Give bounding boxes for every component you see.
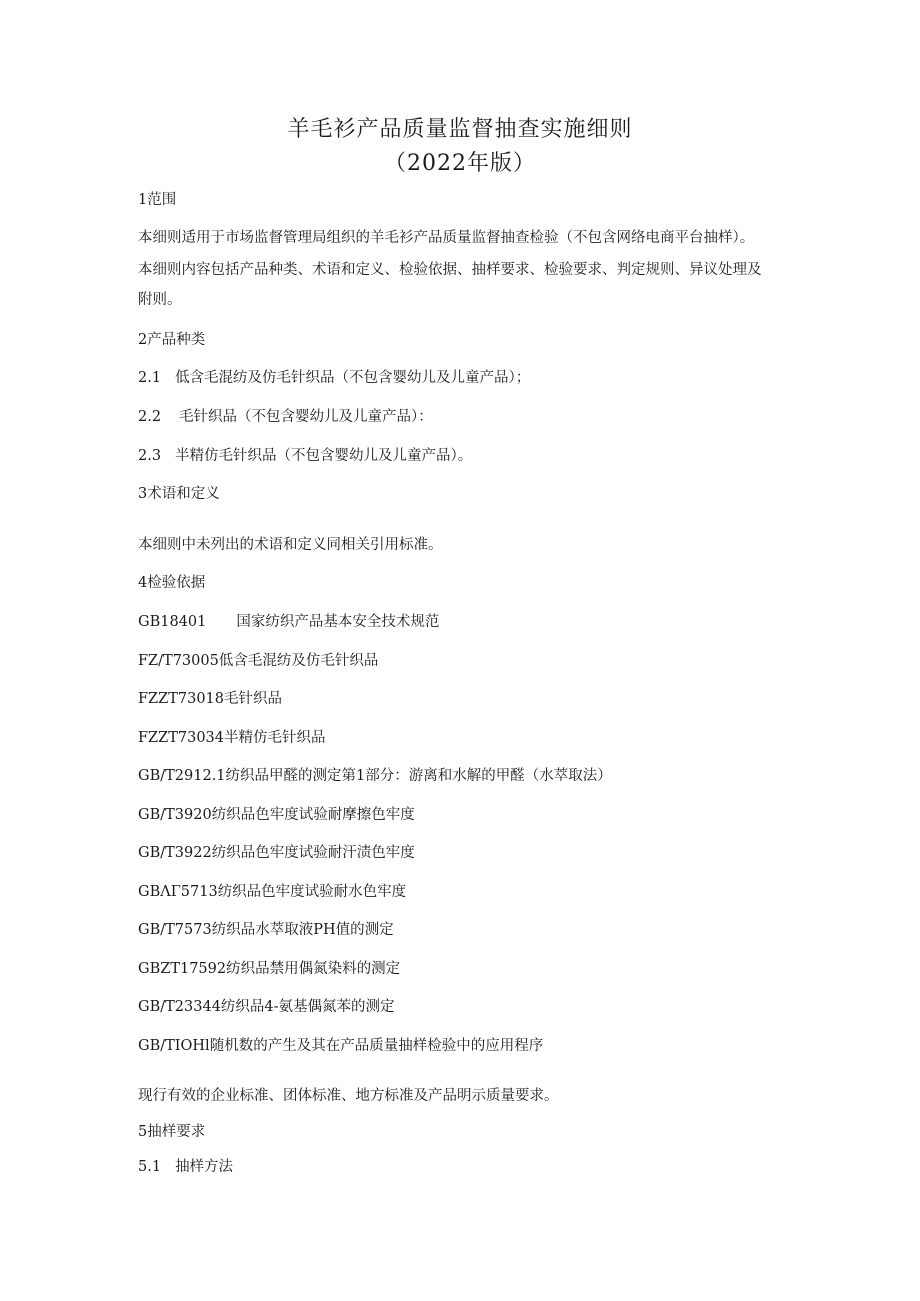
standard-item [138, 882, 406, 902]
item-text: 半精仿毛针织品（不包含婴幼儿及儿童产品）。 [175, 448, 473, 464]
item-text: 毛针织品（不包含婴幼儿及儿童产品）： [179, 409, 433, 425]
standard-code: GBZT17592 [138, 961, 227, 977]
section-1-paragraph-1: 本细则适用于市场监督管理局组织的羊毛衫产品质量监督抽查检验（不包含网络电商平台抽样）。 [138, 230, 755, 246]
standard-code: GBΛΓ5713 [138, 884, 218, 900]
standard-code: GB/TIOHl [138, 1038, 210, 1054]
standard-title: 纺织品色牢度试验耐摩擦色牢度 [211, 807, 415, 823]
standard-title: 半精仿毛针织品 [224, 730, 326, 746]
section-3-heading: 3术语和定义 [138, 486, 220, 502]
standard-item [138, 612, 439, 632]
standard-code: FZZT73018 [138, 691, 225, 707]
section-1-paragraph-2-line-1: 本细则内容包括产品种类、术语和定义、检验依据、抽样要求、检验要求、判定规则、异议处理及 [138, 262, 762, 278]
section-3-paragraph: 本细则中未列出的术语和定义同相关引用标准。 [138, 537, 443, 553]
standard-item [138, 728, 326, 748]
list-item [138, 446, 472, 466]
standard-title: 纺织品禁用偶氮染料的测定 [226, 961, 401, 977]
standard-title: 纺织品水萃取液PH值的测定 [211, 922, 394, 938]
standard-item [138, 651, 378, 671]
standard-item [138, 766, 612, 786]
standard-code: FZ/T73005 [138, 653, 219, 669]
section-5-heading: 5抽样要求 [138, 1124, 206, 1140]
item-number: 2.3 [138, 448, 162, 464]
list-item [138, 368, 530, 388]
standard-item [138, 1036, 543, 1056]
standard-code: GB/T23344 [138, 999, 221, 1015]
subsection-5-1 [138, 1157, 233, 1177]
item-text: 低含毛混纺及仿毛针织品（不包含婴幼儿及儿童产品）； [175, 370, 531, 386]
standard-item [138, 805, 415, 825]
standard-title: 国家纺织产品基本安全技术规范 [236, 614, 440, 630]
standard-code: GB/T3922 [138, 845, 212, 861]
section-1-heading: 1范围 [138, 192, 177, 208]
standard-title: 低含毛混纺及仿毛针织品 [218, 653, 379, 669]
standard-code: FZZT73034 [138, 730, 225, 746]
item-number: 5.1 [138, 1159, 162, 1175]
section-4-heading: 4检验依据 [138, 575, 206, 591]
standard-code: GB/T2912.1 [138, 768, 226, 784]
standard-code: GB/T7573 [138, 922, 212, 938]
standard-title: 随机数的产生及其在产品质量抽样检验中的应用程序 [209, 1038, 544, 1054]
standard-title: 纺织品甲醛的测定第1部分：游离和水解的甲醛（水萃取法） [225, 768, 612, 784]
list-item [138, 407, 433, 427]
standard-title: 毛针织品 [224, 691, 283, 707]
standard-item [138, 997, 395, 1017]
standard-title: 纺织品4-氨基偶氮苯的测定 [220, 999, 395, 1015]
section-2-heading: 2产品种类 [138, 332, 206, 348]
section-4-note: 现行有效的企业标准、团体标准、地方标准及产品明示质量要求。 [138, 1088, 559, 1104]
item-number: 2.2 [138, 409, 162, 425]
standard-title: 纺织品色牢度试验耐汗渍色牢度 [211, 845, 415, 861]
document-title: 羊毛衫产品质量监督抽查实施细则 [287, 117, 633, 142]
standard-item [138, 920, 394, 940]
section-1-paragraph-2-line-2: 附则。 [138, 292, 182, 308]
item-text: 抽样方法 [175, 1159, 234, 1175]
standard-item [138, 689, 282, 709]
standard-code: GB/T3920 [138, 807, 212, 823]
standard-code: GB18401 [138, 614, 207, 630]
standard-item [138, 959, 400, 979]
document-subtitle: （2022年版） [384, 151, 536, 176]
standard-title: 纺织品色牢度试验耐水色牢度 [217, 884, 407, 900]
standard-item [138, 843, 415, 863]
item-number: 2.1 [138, 370, 162, 386]
